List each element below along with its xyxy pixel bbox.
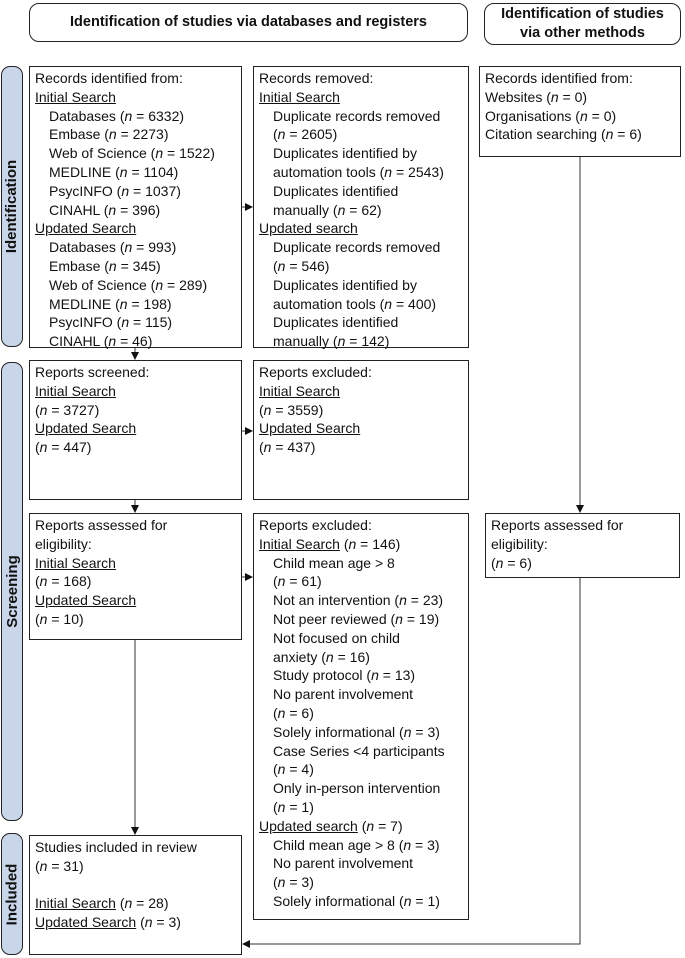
records-removed-line: (n = 2605) [273,126,338,143]
reports-excluded-2-line: No parent involvement [273,855,414,872]
reports-screened-line: Initial Search [35,382,116,399]
records-identified-line: Web of Science (n = 1522) [49,145,215,162]
reports-excluded-2-line: Not focused on child [273,629,400,646]
reports-assessed-line: Initial Search [35,554,116,571]
reports-excluded-2-line: (n = 6) [273,704,314,721]
arrow-other-assessed-to-included [243,578,580,944]
included-studies-line: Initial Search (n = 28) [35,895,169,912]
records-identified-line: MEDLINE (n = 198) [49,295,172,312]
reports-excluded-1-line: Reports excluded: [259,364,372,380]
records-identified-line: CINAHL (n = 46) [49,333,153,350]
other-records-line: Records identified from: [485,70,633,86]
records-identified-line: Web of Science (n = 289) [49,276,208,293]
reports-assessed-line: (n = 10) [35,610,84,627]
records-removed-line: Initial Search [259,88,340,105]
reports-excluded-2-line: Child mean age > 8 (n = 3) [273,836,440,853]
other-assessed-line: (n = 6) [491,554,532,571]
records-identified-line: Databases (n = 993) [49,239,177,256]
reports-excluded-2-line: Not peer reviewed (n = 19) [273,610,440,627]
reports-assessed-line: Reports assessed for [35,517,168,533]
records-identified-line: Updated Search [35,220,137,237]
phase-screening-label: Screening [3,555,21,628]
header-databases-label: Identification of studies via databases and registers [70,14,427,30]
reports-screened-line: Reports screened: [35,364,150,380]
phase-included-label: Included [3,863,21,925]
reports-screened-line: (n = 3727) [35,401,100,418]
reports-excluded-1-line: Initial Search [259,382,340,399]
included-studies-line: Updated Search (n = 3) [35,914,181,931]
reports-excluded-2-line: Study protocol (n = 13) [273,667,416,684]
records-removed-line: Duplicates identified by [273,276,417,293]
reports-assessed-line: eligibility: [35,535,92,552]
records-identified-line: PsycINFO (n = 115) [49,314,173,331]
reports-excluded-2-line: Updated search (n = 7) [259,817,403,834]
records-identified-line: Embase (n = 2273) [49,126,169,143]
reports-excluded-2-line: Reports excluded: [259,517,372,533]
reports-excluded-1-line: (n = 3559) [259,401,324,418]
records-identified-line: MEDLINE (n = 1104) [49,163,179,180]
reports-excluded-2-line: No parent involvement [273,686,414,703]
records-identified-line: CINAHL (n = 396) [49,201,161,218]
reports-assessed-line: (n = 168) [35,573,92,590]
header-other-line2: via other methods [520,25,645,41]
reports-excluded-2-line: Child mean age > 8 [273,554,395,571]
records-removed-line: Duplicate records removed [273,239,441,256]
reports-excluded-2-line: Only in-person intervention [273,780,441,797]
records-removed-line: Duplicates identified [273,182,399,199]
other-assessed-line: eligibility: [491,535,548,552]
reports-excluded-2-line: Case Series <4 participants [273,742,445,759]
reports-excluded-2-line: (n = 61) [273,573,322,590]
records-removed-line: Updated search [259,220,358,237]
reports-excluded-2-line: Solely informational (n = 3) [273,723,440,740]
records-removed-line: Duplicates identified [273,314,399,331]
records-identified-line: Databases (n = 6332) [49,107,185,124]
other-assessed-line: Reports assessed for [491,517,624,533]
reports-screened-line: (n = 447) [35,439,92,456]
reports-assessed-line: Updated Search [35,592,137,609]
records-identified-line: PsycINFO (n = 1037) [49,182,181,199]
records-removed-line: Records removed: [259,70,374,86]
reports-excluded-2-line: (n = 1) [273,798,314,815]
records-removed-line: manually (n = 62) [273,201,382,218]
records-removed-line: automation tools (n = 2543) [273,163,444,180]
reports-excluded-1-line: (n = 437) [259,439,316,456]
reports-excluded-1-line: Updated Search [259,420,361,437]
records-removed-line: Duplicate records removed [273,107,441,124]
reports-screened-line: Updated Search [35,420,137,437]
reports-excluded-2-line: (n = 3) [273,874,314,891]
reports-excluded-2-line: Solely informational (n = 1) [273,892,440,909]
included-studies-line: Studies included in review [35,839,197,855]
other-records-line: Citation searching (n = 6) [485,126,642,143]
phase-identification-label: Identification [3,159,21,254]
reports-excluded-2-line: anxiety (n = 16) [273,648,370,665]
other-records-line: Websites (n = 0) [485,88,588,105]
records-removed-line: automation tools (n = 400) [273,295,437,312]
included-studies-line: (n = 31) [35,857,84,874]
reports-excluded-2-line: Not an intervention (n = 23) [273,592,444,609]
records-removed-line: manually (n = 142) [273,333,390,350]
reports-excluded-2-line: Initial Search (n = 146) [259,535,401,552]
other-records-line: Organisations (n = 0) [485,107,617,124]
records-removed-line: Duplicates identified by [273,145,417,162]
records-identified-line: Embase (n = 345) [49,257,161,274]
reports-excluded-2-line: (n = 4) [273,761,314,778]
records-identified-line: Records identified from: [35,70,183,86]
header-other-line1: Identification of studies [501,6,664,22]
records-identified-line: Initial Search [35,88,116,105]
records-removed-line: (n = 546) [273,257,330,274]
